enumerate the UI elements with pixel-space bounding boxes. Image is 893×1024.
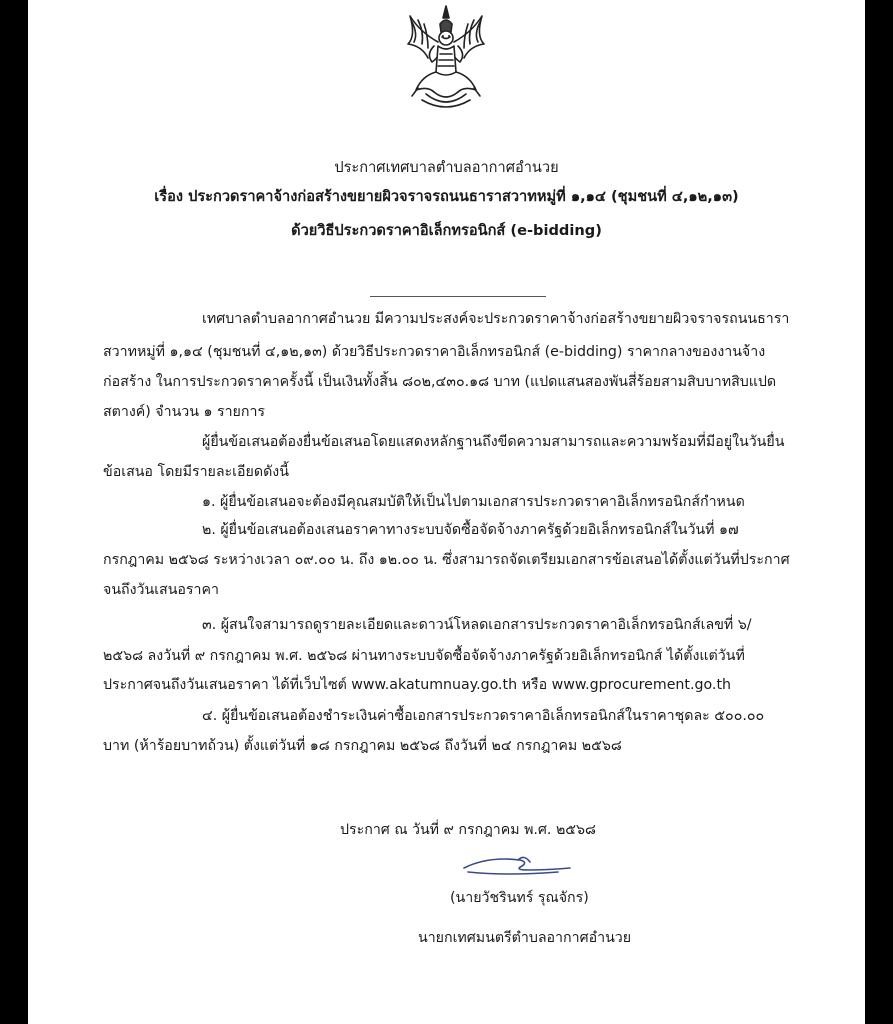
condition-item-3: ๓. ผู้สนใจสามารถดูรายละเอียดและดาวน์โหลดเอกสารประกวดราคาอิเล็กทรอนิกส์เลขที่ ๖/ xyxy=(202,617,752,633)
document-page xyxy=(28,0,865,1024)
heading-divider xyxy=(370,296,546,297)
condition-item-2: จนถึงวันเสนอราคา xyxy=(103,582,219,598)
paragraph-2-line: ผู้ยื่นข้อเสนอต้องยื่นข้อเสนอโดยแสดงหลักฐานถึงขีดความสามารถและความพร้อมที่มีอยู่ในวันยื่น xyxy=(202,434,785,450)
paragraph-1-line: เทศบาลตำบลอากาศอำนวย มีความประสงค์จะประกวดราคาจ้างก่อสร้างขยายผิวจราจรถนนธารา xyxy=(202,311,790,327)
paragraph-1-line: ก่อสร้าง ในการประกวดราคาครั้งนี้ เป็นเงินทั้งสิ้น ๘๐๒,๔๓๐.๑๘ บาท (แปดแสนสองพันสี่ร้อยสามสิบบาทสิบแปด xyxy=(103,374,777,390)
signer-title: นายกเทศมนตรีตำบลอากาศอำนวย xyxy=(418,930,632,946)
document-subject: เรื่อง ประกวดราคาจ้างก่อสร้างขยายผิวจราจรถนนธาราสวาทหมู่ที่ ๑,๑๔ (ชุมชนที่ ๔,๑๒,๑๓) xyxy=(154,188,739,205)
signer-name: (นายวัชรินทร์ รุณจักร) xyxy=(450,890,589,906)
condition-item-3: ๒๕๖๘ ลงวันที่ ๙ กรกฎาคม พ.ศ. ๒๕๖๘ ผ่านทางระบบจัดซื้อจัดจ้างภาครัฐด้วยอิเล็กทรอนิกส์ ได้ตั้งแต่วันที่ xyxy=(103,648,745,664)
condition-item-3: ประกาศจนถึงวันเสนอราคา ได้ที่เว็บไซต์ www.akatumnuay.go.th หรือ www.gprocurement.go.th xyxy=(103,677,731,693)
condition-item-4: บาท (ห้าร้อยบาทถ้วน) ตั้งแต่วันที่ ๑๘ กรกฎาคม ๒๕๖๘ ถึงวันที่ ๒๔ กรกฎาคม ๒๕๖๘ xyxy=(103,738,622,754)
condition-item-2: กรกฎาคม ๒๕๖๘ ระหว่างเวลา ๐๙.๐๐ น. ถึง ๑๒.๐๐ น. ซึ่งสามารถจัดเตรียมเอกสารข้อเสนอได้ตั้งแต่วันที่ประกาศ xyxy=(103,552,790,568)
condition-item-4: ๔. ผู้ยื่นข้อเสนอต้องชำระเงินค่าซื้อเอกสารประกวดราคาอิเล็กทรอนิกส์ในราคาชุดละ ๕๐๐.๐๐ xyxy=(202,708,765,724)
announce-date: ประกาศ ณ วันที่ ๙ กรกฎาคม พ.ศ. ๒๕๖๘ xyxy=(340,822,596,838)
document-method: ด้วยวิธีประกวดราคาอิเล็กทรอนิกส์ (e-bidding) xyxy=(291,222,602,239)
condition-item-1: ๑. ผู้ยื่นข้อเสนอจะต้องมีคุณสมบัติให้เป็นไปตามเอกสารประกวดราคาอิเล็กทรอนิกส์กำหนด xyxy=(202,494,745,510)
garuda-emblem-icon xyxy=(396,2,496,110)
document-issuer: ประกาศเทศบาลตำบลอากาศอำนวย xyxy=(334,159,559,176)
paragraph-1-line: สวาทหมู่ที่ ๑,๑๔ (ชุมชนที่ ๔,๑๒,๑๓) ด้วยวิธีประกวดราคาอิเล็กทรอนิกส์ (e-bidding) ราคากลางของงานจ้าง xyxy=(103,344,766,360)
paragraph-2-line: ข้อเสนอ โดยมีรายละเอียดดังนี้ xyxy=(103,464,289,480)
signature-image xyxy=(458,850,578,880)
condition-item-2: ๒. ผู้ยื่นข้อเสนอต้องเสนอราคาทางระบบจัดซื้อจัดจ้างภาครัฐด้วยอิเล็กทรอนิกส์ในวันที่ ๑๗ xyxy=(202,522,739,538)
paragraph-1-line: สตางค์) จำนวน ๑ รายการ xyxy=(103,404,266,420)
